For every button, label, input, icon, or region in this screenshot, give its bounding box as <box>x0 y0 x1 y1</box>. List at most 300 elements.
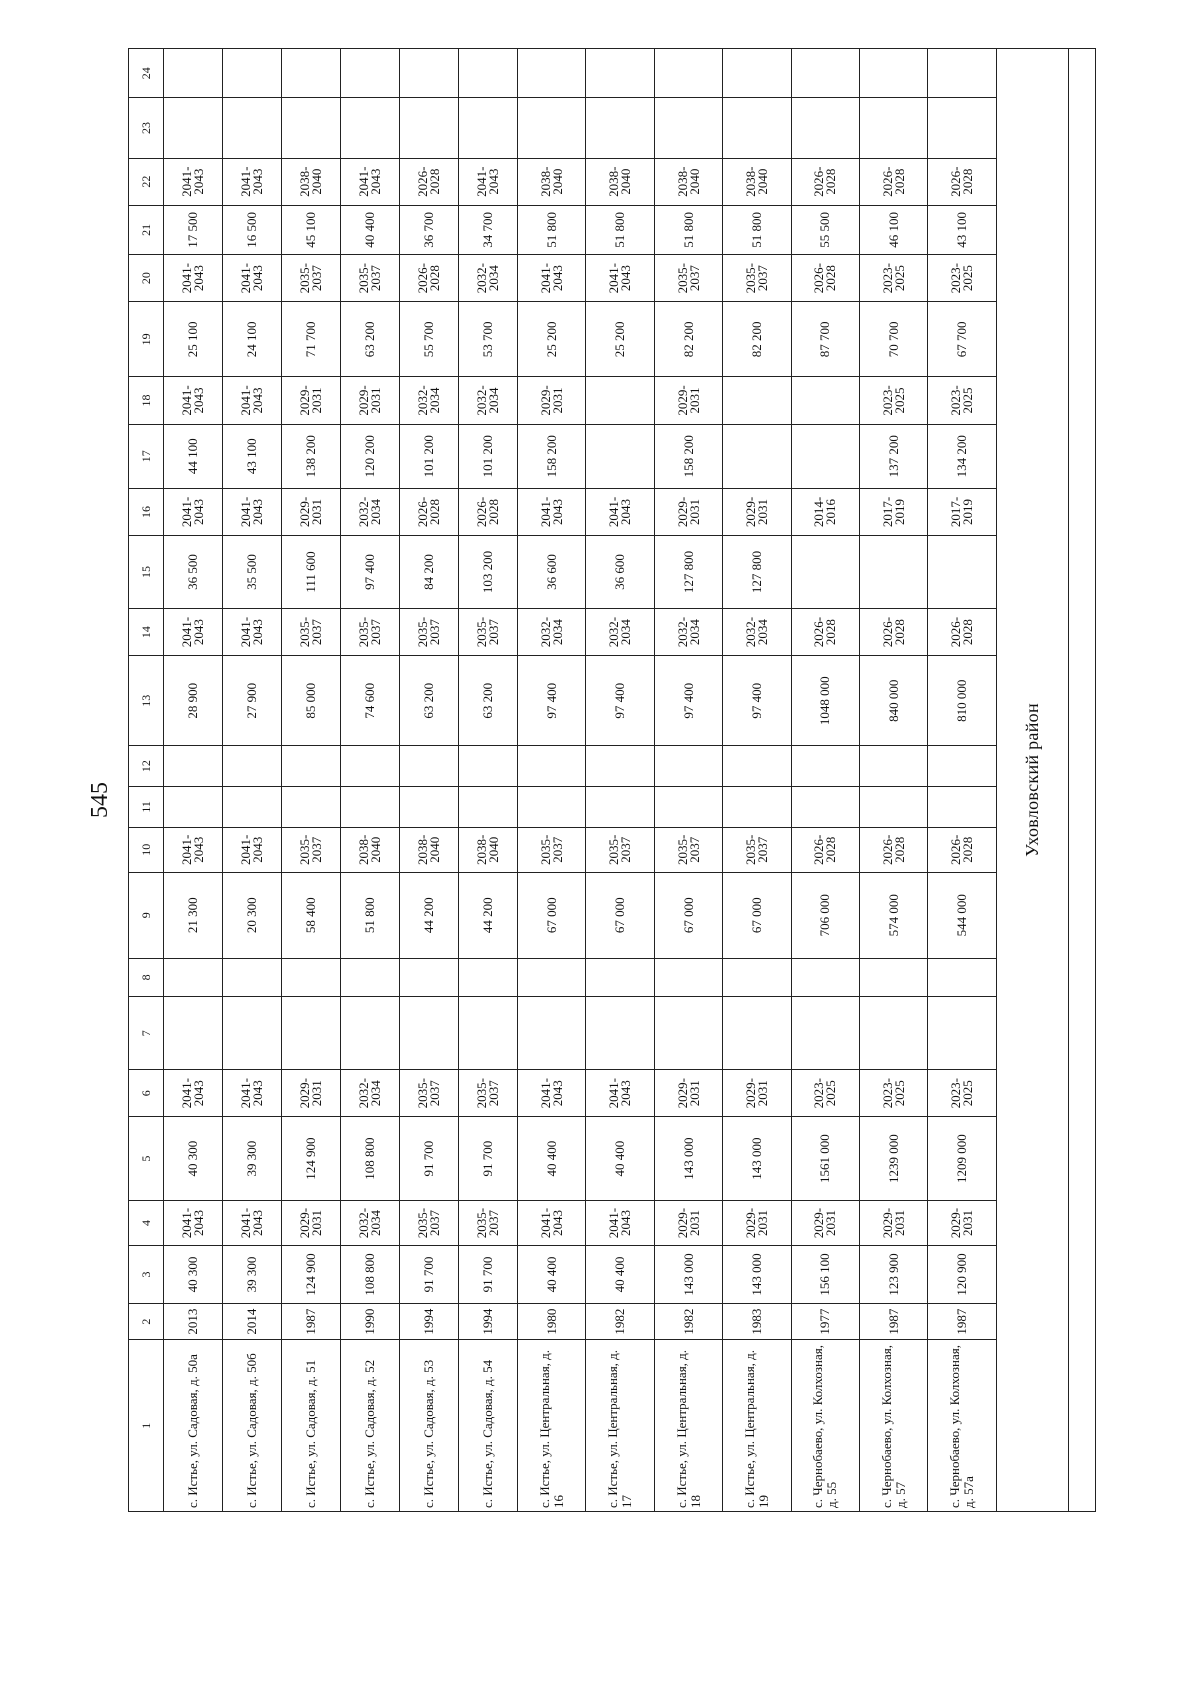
amount-cell: 143 000 <box>654 1117 722 1201</box>
amount-cell <box>341 98 400 158</box>
amount-cell <box>223 98 282 158</box>
amount-cell <box>654 997 722 1070</box>
period-cell: 2035-2037 <box>518 827 586 872</box>
amount-cell: 44 200 <box>400 872 459 958</box>
region-row <box>996 49 1068 1512</box>
amount-cell: 28 900 <box>164 656 223 746</box>
amount-cell <box>928 958 997 997</box>
table-body <box>164 49 997 1512</box>
amount-cell <box>928 746 997 787</box>
amount-cell <box>791 787 859 828</box>
period-cell: 2026-2028 <box>459 488 518 535</box>
amount-cell <box>860 958 928 997</box>
amount-cell: 43 100 <box>223 424 282 488</box>
column-header-11: 11 <box>129 787 164 828</box>
period-cell: 2041-2043 <box>518 1200 586 1245</box>
year-cell: 1987 <box>928 1303 997 1339</box>
amount-cell <box>164 958 223 997</box>
amount-cell: 101 200 <box>400 424 459 488</box>
amount-cell <box>654 49 722 99</box>
period-cell: 2029-2031 <box>654 377 722 424</box>
amount-cell <box>223 997 282 1070</box>
period-cell: 2029-2031 <box>860 1200 928 1245</box>
amount-cell: 55 500 <box>791 205 859 254</box>
amount-cell <box>518 997 586 1070</box>
period-cell: 2026-2028 <box>928 158 997 205</box>
amount-cell <box>860 536 928 609</box>
period-cell: 2041-2043 <box>223 488 282 535</box>
amount-cell: 111 600 <box>282 536 341 609</box>
period-cell: 2032-2034 <box>400 377 459 424</box>
period-cell: 2038-2040 <box>341 827 400 872</box>
period-cell: 2026-2028 <box>791 608 859 655</box>
column-header-19: 19 <box>129 302 164 377</box>
amount-cell: 134 200 <box>928 424 997 488</box>
period-cell: 2023-2025 <box>928 1070 997 1117</box>
amount-cell: 34 700 <box>459 205 518 254</box>
address-cell: с. Истье, ул. Центральная, д. 17 <box>586 1340 654 1512</box>
amount-cell <box>586 997 654 1070</box>
amount-cell: 36 500 <box>164 536 223 609</box>
amount-cell: 36 700 <box>400 205 459 254</box>
period-cell: 2032-2034 <box>459 255 518 302</box>
amount-cell: 63 200 <box>459 656 518 746</box>
column-header-24: 24 <box>129 49 164 99</box>
period-cell: 2026-2028 <box>860 827 928 872</box>
address-cell: с. Истье, ул. Центральная, д. 19 <box>723 1340 791 1512</box>
amount-cell <box>223 787 282 828</box>
column-header-1: 1 <box>129 1340 164 1512</box>
amount-cell: 51 800 <box>518 205 586 254</box>
period-cell: 2023-2025 <box>860 255 928 302</box>
amount-cell: 124 900 <box>282 1246 341 1304</box>
amount-cell <box>723 787 791 828</box>
column-number-header <box>129 49 164 1512</box>
column-header-21: 21 <box>129 205 164 254</box>
amount-cell <box>723 997 791 1070</box>
amount-cell <box>282 997 341 1070</box>
amount-cell: 84 200 <box>400 536 459 609</box>
amount-cell: 158 200 <box>518 424 586 488</box>
amount-cell: 156 100 <box>791 1246 859 1304</box>
period-cell: 2023-2025 <box>860 1070 928 1117</box>
amount-cell: 58 400 <box>282 872 341 958</box>
amount-cell <box>586 49 654 99</box>
year-cell: 1994 <box>400 1303 459 1339</box>
amount-cell: 40 300 <box>164 1117 223 1201</box>
amount-cell: 1048 000 <box>791 656 859 746</box>
column-header-20: 20 <box>129 255 164 302</box>
column-header-2: 2 <box>129 1303 164 1339</box>
period-cell: 2029-2031 <box>928 1200 997 1245</box>
period-cell: 2014-2016 <box>791 488 859 535</box>
period-cell: 2038-2040 <box>518 158 586 205</box>
amount-cell <box>341 787 400 828</box>
amount-cell <box>791 424 859 488</box>
table-row <box>223 49 282 1512</box>
amount-cell: 46 100 <box>860 205 928 254</box>
column-header-16: 16 <box>129 488 164 535</box>
period-cell: 2041-2043 <box>164 608 223 655</box>
column-header-22: 22 <box>129 158 164 205</box>
period-cell: 2035-2037 <box>654 827 722 872</box>
amount-cell: 97 400 <box>586 656 654 746</box>
period-cell: 2041-2043 <box>164 1070 223 1117</box>
amount-cell <box>400 49 459 99</box>
period-cell: 2035-2037 <box>723 255 791 302</box>
period-cell: 2026-2028 <box>860 158 928 205</box>
period-cell: 2041-2043 <box>223 377 282 424</box>
year-cell: 1987 <box>282 1303 341 1339</box>
amount-cell <box>723 746 791 787</box>
column-header-3: 3 <box>129 1246 164 1304</box>
amount-cell: 40 400 <box>341 205 400 254</box>
amount-cell: 138 200 <box>282 424 341 488</box>
period-cell: 2035-2037 <box>400 1200 459 1245</box>
amount-cell <box>459 98 518 158</box>
region-label: Уховловский район <box>996 49 1068 1512</box>
address-cell: с. Истье, ул. Садовая, д. 54 <box>459 1340 518 1512</box>
period-cell: 2041-2043 <box>164 158 223 205</box>
period-cell: 2041-2043 <box>223 1200 282 1245</box>
amount-cell: 25 200 <box>518 302 586 377</box>
amount-cell: 97 400 <box>518 656 586 746</box>
table-row <box>723 49 791 1512</box>
period-cell: 2035-2037 <box>723 827 791 872</box>
amount-cell: 101 200 <box>459 424 518 488</box>
amount-cell: 108 800 <box>341 1246 400 1304</box>
amount-cell: 67 000 <box>654 872 722 958</box>
amount-cell <box>860 746 928 787</box>
period-cell: 2035-2037 <box>400 608 459 655</box>
amount-cell: 44 200 <box>459 872 518 958</box>
period-cell: 2035-2037 <box>459 608 518 655</box>
amount-cell: 63 200 <box>400 656 459 746</box>
amount-cell <box>518 98 586 158</box>
column-header-5: 5 <box>129 1117 164 1201</box>
address-cell: с. Истье, ул. Центральная, д. 18 <box>654 1340 722 1512</box>
amount-cell: 158 200 <box>654 424 722 488</box>
amount-cell: 67 000 <box>518 872 586 958</box>
amount-cell: 108 800 <box>341 1117 400 1201</box>
period-cell: 2032-2034 <box>654 608 722 655</box>
amount-cell <box>860 997 928 1070</box>
address-cell: с. Истье, ул. Садовая, д. 51 <box>282 1340 341 1512</box>
amount-cell: 87 700 <box>791 302 859 377</box>
amount-cell: 120 900 <box>928 1246 997 1304</box>
amount-cell: 71 700 <box>282 302 341 377</box>
amount-cell <box>341 958 400 997</box>
column-header-9: 9 <box>129 872 164 958</box>
amount-cell <box>459 746 518 787</box>
amount-cell: 127 800 <box>654 536 722 609</box>
amount-cell: 67 000 <box>586 872 654 958</box>
amount-cell: 39 300 <box>223 1117 282 1201</box>
amount-cell: 25 200 <box>586 302 654 377</box>
amount-cell: 70 700 <box>860 302 928 377</box>
period-cell: 2041-2043 <box>518 1070 586 1117</box>
table-row <box>518 49 586 1512</box>
table-row <box>928 49 997 1512</box>
amount-cell <box>860 98 928 158</box>
period-cell: 2032-2034 <box>341 1200 400 1245</box>
period-cell: 2029-2031 <box>723 1200 791 1245</box>
address-cell: с. Чернобаево, ул. Колхозная, д. 55 <box>791 1340 859 1512</box>
table-row <box>400 49 459 1512</box>
column-header-10: 10 <box>129 827 164 872</box>
period-cell: 2035-2037 <box>282 255 341 302</box>
address-cell: с. Истье, ул. Садовая, д. 50б <box>223 1340 282 1512</box>
amount-cell <box>400 787 459 828</box>
amount-cell: 35 500 <box>223 536 282 609</box>
period-cell: 2026-2028 <box>928 827 997 872</box>
amount-cell <box>654 746 722 787</box>
amount-cell <box>860 49 928 99</box>
amount-cell: 91 700 <box>400 1246 459 1304</box>
amount-cell <box>586 424 654 488</box>
amount-cell <box>791 536 859 609</box>
period-cell: 2026-2028 <box>791 158 859 205</box>
amount-cell: 55 700 <box>400 302 459 377</box>
amount-cell <box>282 98 341 158</box>
amount-cell: 143 000 <box>723 1117 791 1201</box>
amount-cell <box>928 49 997 99</box>
year-cell: 2014 <box>223 1303 282 1339</box>
period-cell: 2035-2037 <box>282 827 341 872</box>
amount-cell: 143 000 <box>723 1246 791 1304</box>
amount-cell: 20 300 <box>223 872 282 958</box>
period-cell: 2035-2037 <box>400 1070 459 1117</box>
amount-cell <box>400 958 459 997</box>
period-cell: 2029-2031 <box>341 377 400 424</box>
amount-cell: 51 800 <box>723 205 791 254</box>
amount-cell: 63 200 <box>341 302 400 377</box>
period-cell: 2023-2025 <box>791 1070 859 1117</box>
amount-cell: 103 200 <box>459 536 518 609</box>
amount-cell: 74 600 <box>341 656 400 746</box>
amount-cell <box>400 98 459 158</box>
address-cell: с. Истье, ул. Садовая, д. 52 <box>341 1340 400 1512</box>
year-cell: 1982 <box>654 1303 722 1339</box>
column-header-18: 18 <box>129 377 164 424</box>
amount-cell: 25 100 <box>164 302 223 377</box>
year-cell: 1987 <box>860 1303 928 1339</box>
period-cell: 2026-2028 <box>400 488 459 535</box>
period-cell: 2041-2043 <box>164 488 223 535</box>
column-header-6: 6 <box>129 1070 164 1117</box>
amount-cell <box>164 98 223 158</box>
period-cell: 2041-2043 <box>164 827 223 872</box>
period-cell: 2035-2037 <box>341 255 400 302</box>
column-header-23: 23 <box>129 98 164 158</box>
amount-cell: 82 200 <box>723 302 791 377</box>
amount-cell <box>723 424 791 488</box>
period-cell: 2029-2031 <box>791 1200 859 1245</box>
period-cell: 2029-2031 <box>282 377 341 424</box>
year-cell: 1983 <box>723 1303 791 1339</box>
table-row <box>586 49 654 1512</box>
period-cell: 2041-2043 <box>164 255 223 302</box>
amount-cell <box>791 997 859 1070</box>
table-row <box>282 49 341 1512</box>
amount-cell: 120 200 <box>341 424 400 488</box>
amount-cell: 43 100 <box>928 205 997 254</box>
amount-cell <box>164 787 223 828</box>
amount-cell <box>459 997 518 1070</box>
amount-cell <box>860 787 928 828</box>
amount-cell <box>518 746 586 787</box>
amount-cell: 40 400 <box>518 1117 586 1201</box>
amount-cell <box>791 377 859 424</box>
amount-cell <box>164 997 223 1070</box>
amount-cell <box>586 377 654 424</box>
amount-cell: 45 100 <box>282 205 341 254</box>
period-cell: 2041-2043 <box>223 827 282 872</box>
period-cell: 2017-2019 <box>928 488 997 535</box>
amount-cell <box>282 49 341 99</box>
address-cell: с. Чернобаево, ул. Колхозная, д. 57а <box>928 1340 997 1512</box>
year-cell: 1982 <box>586 1303 654 1339</box>
period-cell: 2035-2037 <box>654 255 722 302</box>
table-row <box>164 49 223 1512</box>
period-cell: 2041-2043 <box>518 255 586 302</box>
table-row <box>341 49 400 1512</box>
amount-cell <box>223 746 282 787</box>
amount-cell: 127 800 <box>723 536 791 609</box>
amount-cell <box>282 746 341 787</box>
table-row <box>459 49 518 1512</box>
address-cell: с. Истье, ул. Центральная, д. 16 <box>518 1340 586 1512</box>
table-row <box>860 49 928 1512</box>
period-cell: 2023-2025 <box>928 255 997 302</box>
amount-cell <box>459 787 518 828</box>
amount-cell <box>791 49 859 99</box>
amount-cell <box>654 958 722 997</box>
period-cell: 2041-2043 <box>223 1070 282 1117</box>
period-cell: 2041-2043 <box>164 1200 223 1245</box>
amount-cell: 840 000 <box>860 656 928 746</box>
amount-cell <box>282 787 341 828</box>
period-cell: 2041-2043 <box>223 255 282 302</box>
period-cell: 2041-2043 <box>164 377 223 424</box>
year-cell: 1994 <box>459 1303 518 1339</box>
amount-cell <box>928 536 997 609</box>
period-cell: 2038-2040 <box>459 827 518 872</box>
period-cell: 2026-2028 <box>791 827 859 872</box>
amount-cell: 40 400 <box>586 1117 654 1201</box>
amount-cell <box>928 98 997 158</box>
period-cell: 2026-2028 <box>400 158 459 205</box>
period-cell: 2035-2037 <box>341 608 400 655</box>
column-header-4: 4 <box>129 1200 164 1245</box>
period-cell: 2032-2034 <box>518 608 586 655</box>
period-cell: 2029-2031 <box>518 377 586 424</box>
amount-cell <box>928 787 997 828</box>
amount-cell: 706 000 <box>791 872 859 958</box>
table-tail-cell <box>1069 49 1096 1512</box>
amount-cell: 36 600 <box>586 536 654 609</box>
amount-cell: 40 300 <box>164 1246 223 1304</box>
year-cell: 1977 <box>791 1303 859 1339</box>
period-cell: 2035-2037 <box>459 1070 518 1117</box>
address-cell: с. Чернобаево, ул. Колхозная, д. 57 <box>860 1340 928 1512</box>
amount-cell: 51 800 <box>586 205 654 254</box>
column-header-13: 13 <box>129 656 164 746</box>
amount-cell: 544 000 <box>928 872 997 958</box>
amount-cell: 97 400 <box>654 656 722 746</box>
amount-cell <box>164 746 223 787</box>
amount-cell <box>928 997 997 1070</box>
period-cell: 2035-2037 <box>282 608 341 655</box>
amount-cell <box>518 958 586 997</box>
period-cell: 2041-2043 <box>223 608 282 655</box>
year-cell: 2013 <box>164 1303 223 1339</box>
period-cell: 2029-2031 <box>723 488 791 535</box>
table-tail-row <box>1069 49 1096 1512</box>
period-cell: 2041-2043 <box>223 158 282 205</box>
year-cell: 1990 <box>341 1303 400 1339</box>
address-cell: с. Истье, ул. Садовая, д. 53 <box>400 1340 459 1512</box>
amount-cell: 91 700 <box>459 1246 518 1304</box>
period-cell: 2029-2031 <box>654 1070 722 1117</box>
amount-cell: 1209 000 <box>928 1117 997 1201</box>
amount-cell: 53 700 <box>459 302 518 377</box>
capital-repair-table <box>128 48 1096 1512</box>
amount-cell: 137 200 <box>860 424 928 488</box>
amount-cell <box>723 98 791 158</box>
period-cell: 2032-2034 <box>723 608 791 655</box>
period-cell: 2038-2040 <box>586 158 654 205</box>
amount-cell <box>341 49 400 99</box>
period-cell: 2038-2040 <box>654 158 722 205</box>
period-cell: 2032-2034 <box>459 377 518 424</box>
amount-cell: 124 900 <box>282 1117 341 1201</box>
amount-cell <box>223 958 282 997</box>
amount-cell: 67 700 <box>928 302 997 377</box>
amount-cell: 39 300 <box>223 1246 282 1304</box>
period-cell: 2029-2031 <box>282 488 341 535</box>
amount-cell: 123 900 <box>860 1246 928 1304</box>
amount-cell: 85 000 <box>282 656 341 746</box>
amount-cell <box>723 377 791 424</box>
amount-cell <box>341 746 400 787</box>
amount-cell: 36 600 <box>518 536 586 609</box>
amount-cell: 1239 000 <box>860 1117 928 1201</box>
year-cell: 1980 <box>518 1303 586 1339</box>
amount-cell <box>723 958 791 997</box>
amount-cell <box>791 746 859 787</box>
page-number: 545 <box>87 782 113 818</box>
amount-cell <box>459 49 518 99</box>
period-cell: 2035-2037 <box>586 827 654 872</box>
amount-cell: 82 200 <box>654 302 722 377</box>
period-cell: 2029-2031 <box>282 1070 341 1117</box>
column-header-15: 15 <box>129 536 164 609</box>
amount-cell <box>459 958 518 997</box>
amount-cell: 51 800 <box>654 205 722 254</box>
period-cell: 2038-2040 <box>400 827 459 872</box>
period-cell: 2029-2031 <box>654 1200 722 1245</box>
amount-cell: 27 900 <box>223 656 282 746</box>
period-cell: 2035-2037 <box>459 1200 518 1245</box>
amount-cell: 51 800 <box>341 872 400 958</box>
amount-cell: 97 400 <box>723 656 791 746</box>
amount-cell <box>586 787 654 828</box>
amount-cell <box>723 49 791 99</box>
period-cell: 2029-2031 <box>282 1200 341 1245</box>
amount-cell <box>791 98 859 158</box>
column-header-12: 12 <box>129 746 164 787</box>
